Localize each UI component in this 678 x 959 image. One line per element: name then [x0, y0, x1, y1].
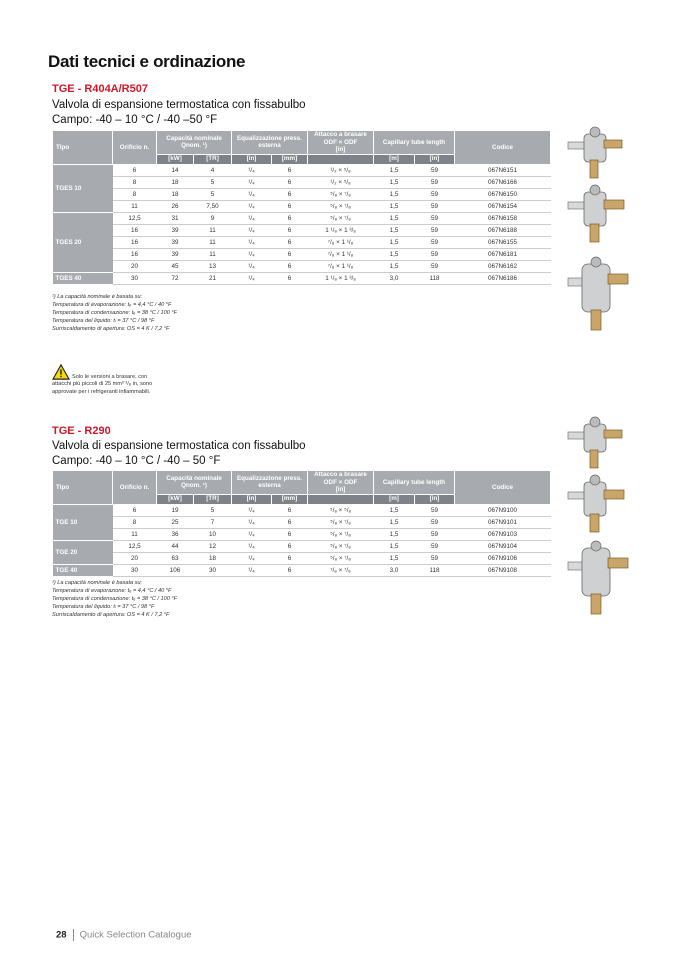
table-cell: ¹/₄	[232, 552, 272, 564]
table-cell: 3,0	[374, 564, 415, 576]
table-cell: 5	[194, 176, 232, 188]
table-cell: 067N6155	[455, 237, 551, 249]
table-cell: 067N6150	[455, 188, 551, 200]
table-cell: 6	[272, 176, 308, 188]
header-tipo: Tipo	[53, 131, 113, 165]
table-cell: 6	[272, 224, 308, 236]
header-equalizzazione: Equalizzazione press. esterna	[232, 131, 308, 155]
unit-m: [m]	[374, 154, 415, 164]
unit-in-capillary: [in]	[415, 154, 455, 164]
table-cell: ¹/₂ × ⁵/₈	[308, 164, 374, 176]
warning-line2: attacchi più piccoli di 25 mm² ³/₈ in, sono	[52, 381, 153, 387]
note-line: Temperatura di evaporazione: tₑ = 4,4 °C / 40 °F	[52, 588, 172, 594]
section2-subtitle: Valvola di espansione termostatica con fissabulbo	[52, 440, 306, 452]
table-cell: ¹/₄	[232, 516, 272, 528]
table-cell: 7,50	[194, 200, 232, 212]
table-cell: 067N6186	[455, 273, 551, 285]
table-cell: 11	[194, 249, 232, 261]
table-cell: 3,0	[374, 273, 415, 285]
valve-small-icon	[566, 124, 628, 182]
note-line: Surriscaldamento di apertura: OS = 4 K / 7,2 °F	[52, 612, 170, 618]
table-cell: 1,5	[374, 552, 415, 564]
table-cell: 59	[415, 504, 455, 516]
table-cell: 44	[157, 540, 194, 552]
table-cell: 59	[415, 176, 455, 188]
page-number: 28	[56, 929, 67, 941]
valve-large-icon	[566, 256, 632, 332]
table-cell: ⁵/₈ × ⁷/₈	[308, 552, 374, 564]
table-cell: 6	[113, 504, 157, 516]
note-line: Temperatura del liquido: tₗ = 37 °C / 98 °F	[52, 318, 155, 324]
footer-separator	[73, 929, 74, 941]
table-row	[53, 224, 551, 236]
table-cell: 067N6166	[455, 176, 551, 188]
table-cell: ¹/₄	[232, 176, 272, 188]
table-cell: 1,5	[374, 188, 415, 200]
table-cell: 59	[415, 188, 455, 200]
unit-tr: [TR]	[194, 154, 232, 164]
table-cell: 6	[272, 200, 308, 212]
table-cell: 20	[113, 261, 157, 273]
table-cell: 118	[415, 564, 455, 576]
table-cell: 1,5	[374, 249, 415, 261]
table-cell: 30	[113, 273, 157, 285]
table-cell: 1,5	[374, 212, 415, 224]
table-cell: 9	[194, 212, 232, 224]
group-label: TGE 40	[53, 564, 113, 576]
catalogue-name: Quick Selection Catalogue	[79, 929, 192, 941]
table-cell: 6	[272, 164, 308, 176]
table-cell: 1,5	[374, 237, 415, 249]
table-cell: 5	[194, 504, 232, 516]
table-cell: 72	[157, 273, 194, 285]
table-row	[53, 249, 551, 261]
table-cell: 59	[415, 552, 455, 564]
table-cell: ⁷/₈ × ⁷/₈	[308, 564, 374, 576]
table-cell: ¹/₄	[232, 540, 272, 552]
table-cell: 6	[272, 237, 308, 249]
section1-notes	[52, 293, 177, 333]
table-cell: 067N6158	[455, 212, 551, 224]
table-cell: 1,5	[374, 224, 415, 236]
table-cell: 5	[194, 188, 232, 200]
unit-m: [m]	[374, 494, 415, 504]
table-cell: ¹/₄	[232, 249, 272, 261]
unit-in: [in]	[232, 154, 272, 164]
table-cell: 10	[194, 528, 232, 540]
table-cell: 067N6181	[455, 249, 551, 261]
header-attacco: Attacco a brasare ODF × ODF [in]	[308, 131, 374, 155]
table-cell: 6	[272, 212, 308, 224]
note-line: Temperatura del liquido: tₗ = 37 °C / 98 °F	[52, 604, 155, 610]
table-cell: 1,5	[374, 176, 415, 188]
table-row	[53, 273, 551, 285]
table-cell: ⁵/₈ × ⁷/₈	[308, 188, 374, 200]
table-cell: 39	[157, 237, 194, 249]
table-row	[53, 261, 551, 273]
table-cell: ¹/₄	[232, 261, 272, 273]
table-cell: 16	[113, 237, 157, 249]
table-cell: 11	[194, 237, 232, 249]
table-cell: 16	[113, 249, 157, 261]
table-cell: 14	[157, 164, 194, 176]
table-cell: 067N6162	[455, 261, 551, 273]
unit-mm: [mm]	[272, 154, 308, 164]
unit-kw: [kW]	[157, 494, 194, 504]
table-cell: ⁵/₈ × ⁵/₈	[308, 504, 374, 516]
table-cell: ⁵/₈ × ⁷/₈	[308, 212, 374, 224]
table-cell: 1,5	[374, 540, 415, 552]
table-cell: ⁷/₈ × 1 ¹/₈	[308, 249, 374, 261]
table2-body	[53, 504, 551, 577]
warning-icon	[52, 364, 70, 380]
table-cell: 067N9106	[455, 552, 551, 564]
table-cell: 067N6154	[455, 200, 551, 212]
group-label: TGES 20	[53, 212, 113, 272]
valve-large-icon	[566, 540, 632, 616]
table-cell: 11	[194, 224, 232, 236]
table-cell: 18	[194, 552, 232, 564]
header-tipo: Tipo	[53, 471, 113, 505]
table-cell: 12,5	[113, 212, 157, 224]
table-cell: 6	[272, 504, 308, 516]
unit-attacco	[308, 154, 374, 164]
table-cell: 6	[272, 528, 308, 540]
table-cell: 16	[113, 224, 157, 236]
table-cell: ⁵/₈ × ⁷/₈	[308, 516, 374, 528]
header-codice: Codice	[455, 131, 551, 165]
table-cell: 6	[272, 188, 308, 200]
table-cell: 59	[415, 237, 455, 249]
table-cell: ¹/₄	[232, 200, 272, 212]
section1-subtitle: Valvola di espansione termostatica con fissabulbo	[52, 99, 306, 111]
table-cell: 8	[113, 516, 157, 528]
table-cell: 7	[194, 516, 232, 528]
table-cell: 59	[415, 249, 455, 261]
section2-title: TGE - R290	[52, 425, 111, 437]
table-cell: 1,5	[374, 528, 415, 540]
table-cell: 1 ¹/₈ × 1 ³/₈	[308, 273, 374, 285]
unit-in: [in]	[232, 494, 272, 504]
table-cell: ¹/₄	[232, 504, 272, 516]
page-footer	[56, 929, 192, 941]
table-cell: ¹/₄	[232, 528, 272, 540]
table-cell: 59	[415, 164, 455, 176]
table-cell: 59	[415, 261, 455, 273]
table-cell: 31	[157, 212, 194, 224]
section1-range: Campo: -40 – 10 °C / -40 –50 °F	[52, 114, 218, 126]
table-row	[53, 164, 551, 176]
table-cell: 18	[157, 176, 194, 188]
header-codice: Codice	[455, 471, 551, 505]
unit-attacco	[308, 494, 374, 504]
table-cell: 12,5	[113, 540, 157, 552]
table-cell: 6	[272, 564, 308, 576]
valve-medium-icon	[566, 472, 628, 534]
header-capillary: Capillary tube length	[374, 471, 455, 495]
warning-line1: Solo le versioni a brasare, con	[72, 374, 148, 380]
table-cell: ¹/₄	[232, 224, 272, 236]
table-cell: 13	[194, 261, 232, 273]
warning-line3: approvate per i refrigeranti infiammabili.	[52, 389, 151, 395]
table-cell: 59	[415, 212, 455, 224]
table-cell: 1,5	[374, 200, 415, 212]
table-cell: 59	[415, 224, 455, 236]
table-cell: 6	[113, 164, 157, 176]
table-cell: ¹/₄	[232, 164, 272, 176]
table-cell: 1,5	[374, 504, 415, 516]
table-row	[53, 504, 551, 516]
group-label: TGE 10	[53, 504, 113, 540]
table-cell: ¹/₄	[232, 564, 272, 576]
table-row	[53, 564, 551, 576]
note-line: ¹) La capacità nominale è basata su:	[52, 294, 143, 300]
table-cell: 067N6151	[455, 164, 551, 176]
table-cell: 26	[157, 200, 194, 212]
table-row	[53, 528, 551, 540]
section1-title: TGE - R404A/R507	[52, 83, 148, 95]
table-cell: 118	[415, 273, 455, 285]
unit-mm: [mm]	[272, 494, 308, 504]
unit-in-capillary: [in]	[415, 494, 455, 504]
table-cell: 106	[157, 564, 194, 576]
table-cell: ⁵/₈ × ⁷/₈	[308, 528, 374, 540]
table-cell: 1,5	[374, 164, 415, 176]
unit-tr: [TR]	[194, 494, 232, 504]
header-capillary: Capillary tube length	[374, 131, 455, 155]
table-cell: 6	[272, 273, 308, 285]
table-cell: ¹/₂ × ⁵/₈	[308, 176, 374, 188]
table-cell: ⁷/₈ × 1 ¹/₈	[308, 261, 374, 273]
section2-notes	[52, 579, 177, 619]
table-cell: 59	[415, 528, 455, 540]
table1-body	[53, 164, 551, 285]
table-cell: 6	[272, 552, 308, 564]
spec-table-r404a	[52, 130, 551, 285]
table-row	[53, 176, 551, 188]
table-cell: 067N9103	[455, 528, 551, 540]
table-cell: 20	[113, 552, 157, 564]
table-cell: 21	[194, 273, 232, 285]
table-cell: ¹/₄	[232, 273, 272, 285]
table-cell: 39	[157, 249, 194, 261]
table-cell: ⁷/₈ × 1 ¹/₈	[308, 237, 374, 249]
table-cell: 067N9104	[455, 540, 551, 552]
table-cell: 4	[194, 164, 232, 176]
page-title: Dati tecnici e ordinazione	[48, 52, 246, 71]
table-cell: 63	[157, 552, 194, 564]
table-cell: 59	[415, 516, 455, 528]
table-cell: ⁵/₈ × ⁷/₈	[308, 540, 374, 552]
table-cell: 45	[157, 261, 194, 273]
spec-table-r290	[52, 470, 551, 577]
header-equalizzazione: Equalizzazione press. esterna	[232, 471, 308, 495]
table-cell: 6	[272, 516, 308, 528]
group-label: TGES 10	[53, 164, 113, 212]
table-cell: 067N9108	[455, 564, 551, 576]
group-label: TGES 40	[53, 273, 113, 285]
table-row	[53, 552, 551, 564]
table-row	[53, 200, 551, 212]
flammable-warning	[52, 364, 202, 396]
table-cell: 30	[113, 564, 157, 576]
header-orificio: Orificio n.	[113, 131, 157, 165]
table-cell: 8	[113, 176, 157, 188]
table-cell: 067N6188	[455, 224, 551, 236]
table-cell: 11	[113, 200, 157, 212]
table-cell: 36	[157, 528, 194, 540]
table-cell: 59	[415, 540, 455, 552]
table-cell: 8	[113, 188, 157, 200]
table-cell: 1,5	[374, 261, 415, 273]
note-line: Surriscaldamento di apertura: OS = 4 K / 7,2 °F	[52, 326, 170, 332]
table-cell: 1,5	[374, 516, 415, 528]
table-row	[53, 188, 551, 200]
table-cell: 6	[272, 249, 308, 261]
note-line: ¹) La capacità nominale è basata su:	[52, 580, 143, 586]
note-line: Temperatura di condensazione: tₑ = 38 °C / 100 °F	[52, 596, 178, 602]
header-orificio: Orificio n.	[113, 471, 157, 505]
table-cell: 39	[157, 224, 194, 236]
table-cell: 19	[157, 504, 194, 516]
table-cell: 6	[272, 261, 308, 273]
unit-kw: [kW]	[157, 154, 194, 164]
table-cell: 30	[194, 564, 232, 576]
table-row	[53, 212, 551, 224]
group-label: TGE 20	[53, 540, 113, 564]
table-cell: 59	[415, 200, 455, 212]
note-line: Temperatura di evaporazione: tₑ = 4,4 °C / 40 °F	[52, 302, 172, 308]
valve-medium-icon	[566, 182, 628, 244]
table-cell: ¹/₄	[232, 237, 272, 249]
table-row	[53, 237, 551, 249]
table-cell: 6	[272, 540, 308, 552]
table-cell: 12	[194, 540, 232, 552]
table-row	[53, 540, 551, 552]
header-capacita: Capacità nominale Qnom. ¹)	[157, 131, 232, 155]
table-cell: 25	[157, 516, 194, 528]
section2-range: Campo: -40 – 10 °C / -40 – 50 °F	[52, 455, 221, 467]
table-cell: ⁵/₈ × ⁷/₈	[308, 200, 374, 212]
table-cell: 18	[157, 188, 194, 200]
table-cell: ¹/₄	[232, 212, 272, 224]
valve-small-icon	[566, 414, 628, 472]
table-cell: 1 ¹/₈ × 1 ³/₈	[308, 224, 374, 236]
header-attacco: Attacco a brasare ODF × ODF [in]	[308, 471, 374, 495]
note-line: Temperatura di condensazione: tₑ = 38 °C / 100 °F	[52, 310, 178, 316]
table-row	[53, 516, 551, 528]
table-cell: ¹/₄	[232, 188, 272, 200]
table-cell: 067N9100	[455, 504, 551, 516]
header-capacita: Capacità nominale Qnom. ¹)	[157, 471, 232, 495]
table-cell: 067N9101	[455, 516, 551, 528]
table-cell: 11	[113, 528, 157, 540]
